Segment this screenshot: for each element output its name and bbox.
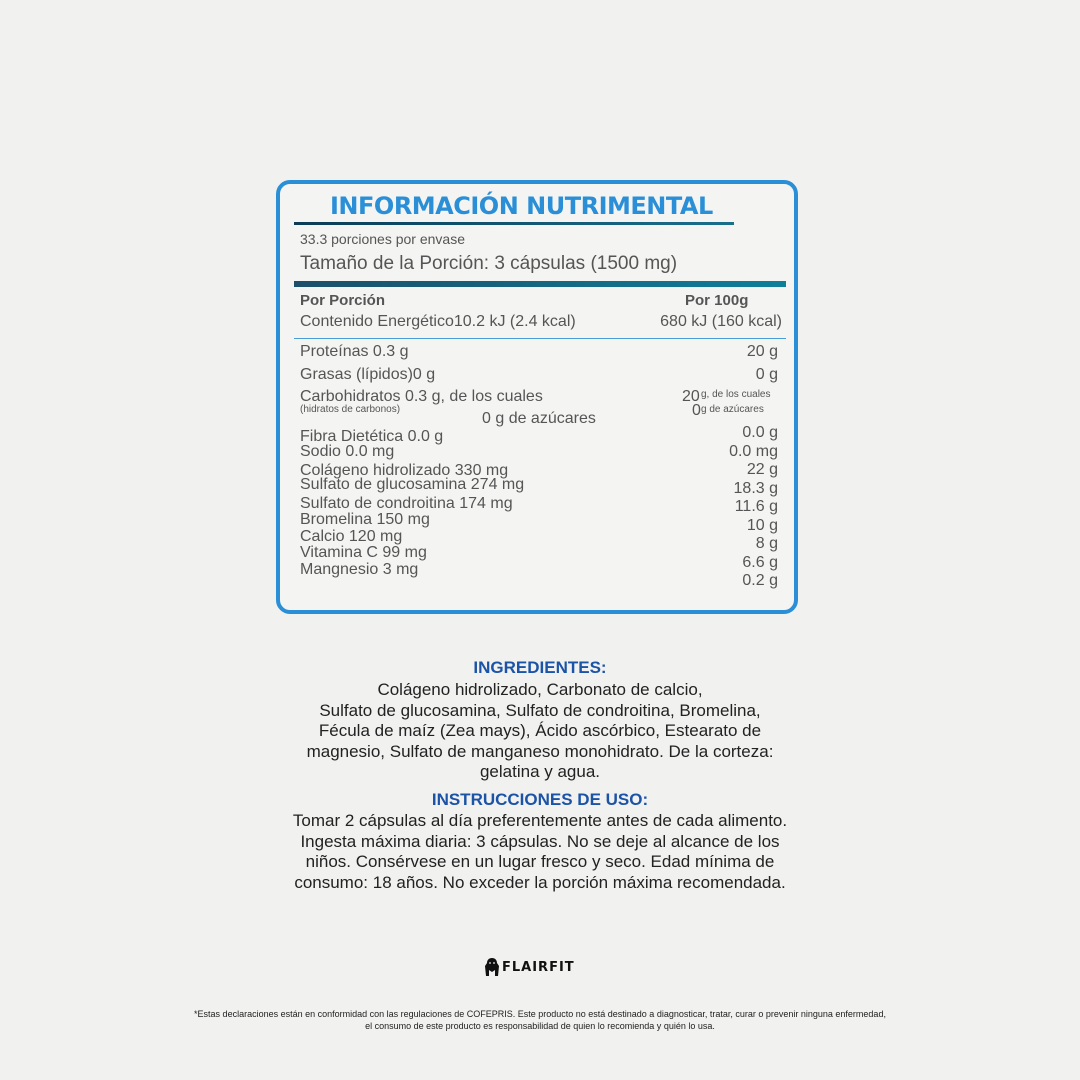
ingredients-heading: INGREDIENTES:: [473, 658, 607, 677]
brand-logo: [484, 956, 575, 978]
gorilla-icon: [484, 957, 500, 977]
legal-disclaimer: [90, 1008, 990, 1032]
chondroitin-per-100g: 11.6 g: [734, 498, 778, 515]
ingredients-line: Sulfato de glucosamina, Sulfato de condroitina, Bromelina,: [319, 700, 761, 720]
calcium-per-100g: 8 g: [755, 535, 778, 552]
instructions-line: consumo: 18 años. No exceder la porción máxima recomendada.: [294, 872, 786, 892]
fats-label: Grasas (lípidos)0 g: [300, 366, 436, 383]
instructions-text: [240, 811, 840, 893]
carbs-label: Carbohidratos 0.3 g, de los cuales: [300, 388, 543, 405]
collagen-label: Colágeno hidrolizado 330 mg: [300, 462, 509, 479]
fats-per-100g: 0 g: [755, 366, 778, 383]
ingredients-line: gelatina y agua.: [479, 762, 601, 781]
brand-name: FLAIRFIT: [502, 959, 575, 975]
serving-size: Tamaño de la Porción: 3 cápsulas (1500 mg): [300, 253, 678, 274]
fiber-label: Fibra Dietética 0.0 g: [300, 428, 444, 445]
instructions-line: niños. Consérvese en un lugar fresco y seco. Edad mínima de: [305, 852, 775, 871]
sodium-per-100g: 0.0 mg: [729, 443, 778, 460]
ingredients-text: [240, 680, 840, 783]
bromelain-per-100g: 10 g: [746, 517, 778, 534]
fiber-per-100g: 0.0 g: [742, 424, 778, 441]
instructions-line: Ingesta máxima diaria: 3 cápsulas. No se deje al alcance de los: [300, 831, 780, 851]
vitamin-c-label: Vitamina C 99 mg: [300, 544, 427, 561]
carbs-sublabel: (hidratos de carbonos): [300, 404, 401, 415]
sugars-per-100g-note: g de azúcares: [701, 404, 764, 415]
proteins-label: Proteínas 0.3 g: [300, 343, 409, 360]
sodium-label: Sodio 0.0 mg: [300, 443, 395, 460]
column-header-per-100g: Por 100g: [685, 292, 749, 309]
glucosamine-label: Sulfato de glucosamina 274 mg: [300, 476, 525, 493]
vitamin-c-per-100g: 6.6 g: [742, 554, 778, 571]
ingredients-line: magnesio, Sulfato de manganeso monohidrato. De la corteza:: [306, 741, 774, 761]
carbs-per-100g: 20: [682, 388, 700, 405]
title-underline: [294, 222, 734, 225]
header-divider: [294, 281, 786, 287]
energy-label: Contenido Energético10.2 kJ (2.4 kcal): [300, 313, 576, 330]
instructions-heading: INSTRUCCIONES DE USO:: [431, 790, 649, 809]
glucosamine-per-100g: 18.3 g: [733, 480, 778, 497]
collagen-per-100g: 22 g: [746, 461, 778, 478]
calcium-label: Calcio 120 mg: [300, 528, 403, 545]
nutrition-title: INFORMACIÓN NUTRIMENTAL: [330, 192, 713, 220]
nutrition-facts-panel: [276, 180, 798, 614]
bromelain-label: Bromelina 150 mg: [300, 511, 430, 528]
energy-divider: [294, 338, 786, 339]
sugars-label: 0 g de azúcares: [482, 410, 596, 427]
ingredients-line: Colágeno hidrolizado, Carbonato de calcio,: [377, 680, 703, 699]
magnesium-label: Mangnesio 3 mg: [300, 561, 419, 578]
column-header-per-serving: Por Porción: [300, 292, 386, 309]
disclaimer-line: el consumo de este producto es responsabilidad de quien lo recomienda y quién lo usa.: [365, 1021, 715, 1031]
chondroitin-label: Sulfato de condroitina 174 mg: [300, 495, 513, 512]
sugars-per-100g: 0: [692, 402, 701, 419]
energy-per-100g: 680 kJ (160 kcal): [660, 313, 782, 330]
carbs-per-100g-note: g, de los cuales: [701, 389, 771, 400]
ingredients-line: Fécula de maíz (Zea mays), Ácido ascórbico, Estearato de: [318, 721, 762, 740]
disclaimer-line: *Estas declaraciones están en conformidad con las regulaciones de COFEPRIS. Este producto no está destinado a diagnosticar, tratar, curar o prevenir ninguna enfermedad,: [194, 1009, 886, 1019]
instructions-line: Tomar 2 cápsulas al día preferentemente antes de cada alimento.: [292, 811, 788, 830]
servings-per-container: 33.3 porciones por envase: [300, 231, 465, 247]
magnesium-per-100g: 0.2 g: [742, 572, 778, 589]
proteins-per-100g: 20 g: [746, 343, 778, 360]
